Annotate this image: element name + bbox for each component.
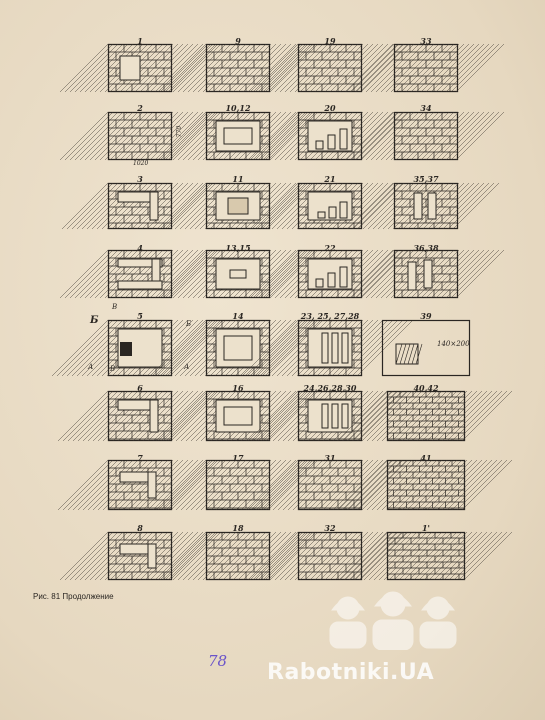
course-label-c33: 33	[420, 36, 432, 46]
course-drawing-c5	[108, 320, 172, 376]
course-drawing-c41	[387, 460, 465, 510]
course-label-c41: 41	[420, 453, 432, 463]
course-label-c16: 16	[232, 383, 244, 393]
course-label-c11: 11	[232, 174, 244, 184]
course-drawing-c35_37	[394, 183, 458, 229]
section-mark-v-bottom: В	[110, 365, 116, 373]
course-label-c4: 4	[137, 243, 143, 253]
course-label-c1p: 1'	[421, 523, 430, 533]
course-label-c2: 2	[137, 103, 143, 113]
course-label-c31: 31	[324, 453, 336, 463]
course-drawing-c1p	[387, 532, 465, 580]
course-drawing-c39	[382, 320, 470, 376]
course-drawing-c3	[108, 183, 172, 229]
course-drawing-c40_42	[387, 391, 465, 441]
section-mark-a-right: А	[184, 363, 190, 371]
course-drawing-c31	[298, 460, 362, 510]
course-drawing-c13_15	[206, 250, 270, 298]
course-drawing-c18	[206, 532, 270, 580]
course-drawing-c10_12	[206, 112, 270, 160]
section-mark-b-big: Б	[90, 315, 99, 326]
course-drawing-c20	[298, 112, 362, 160]
course-label-c36_38: 36,38	[413, 243, 439, 253]
course-label-c14: 14	[232, 311, 244, 321]
course-drawing-c36_38	[394, 250, 458, 298]
course-label-c23_28: 23, 25, 27,28	[300, 311, 360, 321]
course-drawing-c4	[108, 250, 172, 298]
page-number: 78	[208, 652, 228, 670]
course-drawing-c1	[108, 44, 172, 92]
course-label-c24_30: 24,26,28,30	[303, 383, 357, 393]
course-label-c19: 19	[324, 36, 336, 46]
watermark-text: Rabotniki.UA	[267, 660, 435, 685]
section-mark-a-left: А	[88, 363, 94, 371]
opening-dimension: 140×200	[437, 340, 470, 348]
course-drawing-c24_30	[298, 391, 362, 441]
course-label-c7: 7	[137, 453, 143, 463]
course-drawing-c34	[394, 112, 458, 160]
course-label-c22: 22	[324, 243, 336, 253]
course-drawing-c8	[108, 532, 172, 580]
course-label-c9: 9	[235, 36, 241, 46]
course-label-c40_42: 40,42	[413, 383, 439, 393]
course-drawing-c23_28	[298, 320, 362, 376]
course-label-c17: 17	[232, 453, 244, 463]
course-drawing-c33	[394, 44, 458, 92]
course-label-c8: 8	[137, 523, 143, 533]
figure-caption: Рис. 81 Продолжение	[33, 592, 114, 601]
course-drawing-c2	[108, 112, 172, 160]
course-drawing-c11	[206, 183, 270, 229]
course-label-c20: 20	[324, 103, 336, 113]
height-dimension: 770	[176, 125, 184, 138]
course-label-c13_15: 13,15	[225, 243, 251, 253]
course-label-c34: 34	[420, 103, 432, 113]
course-label-c39: 39	[420, 311, 432, 321]
section-mark-v-top: В	[112, 303, 118, 311]
course-drawing-c19	[298, 44, 362, 92]
course-drawing-c22	[298, 250, 362, 298]
course-drawing-c6	[108, 391, 172, 441]
course-label-c10_12: 10,12	[225, 103, 251, 113]
width-dimension: 1020	[133, 160, 149, 167]
course-label-c35_37: 35,37	[413, 174, 439, 184]
section-mark-b-right: Б	[186, 320, 192, 328]
course-label-c21: 21	[324, 174, 336, 184]
course-drawing-c9	[206, 44, 270, 92]
watermark-logo-icon	[318, 580, 468, 650]
course-label-c1: 1	[137, 36, 143, 46]
course-label-c6: 6	[137, 383, 143, 393]
course-label-c32: 32	[324, 523, 336, 533]
course-drawing-c32	[298, 532, 362, 580]
course-label-c5: 5	[137, 311, 143, 321]
course-label-c3: 3	[137, 174, 143, 184]
course-drawing-c21	[298, 183, 362, 229]
course-drawing-c7	[108, 460, 172, 510]
course-label-c18: 18	[232, 523, 244, 533]
